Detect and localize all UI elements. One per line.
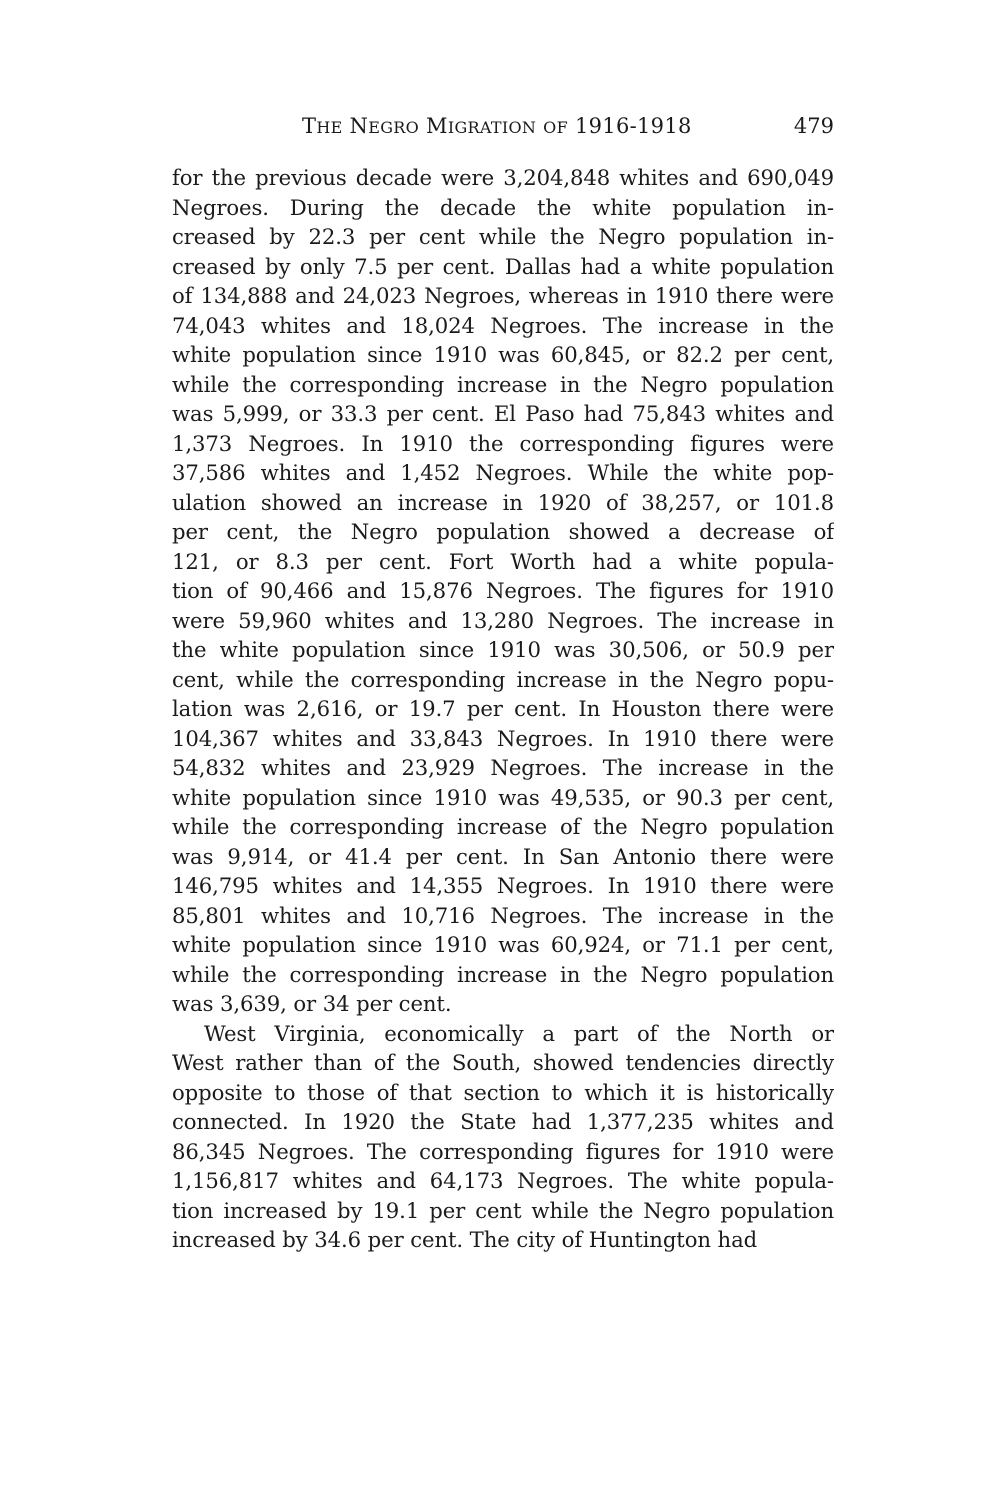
title-word: OF — [543, 118, 568, 137]
text-line: connected. In 1920 the State had 1,377,235 whites and — [172, 1109, 834, 1134]
text-line: 1,156,817 whites and 64,173 Negroes. The white popula- — [172, 1168, 834, 1193]
title-word: NEGRO — [349, 114, 420, 138]
text-line: of 134,888 and 24,023 Negroes, whereas in 1910 there were — [172, 283, 834, 308]
text-line: 1,373 Negroes. In 1910 the corresponding figures were — [172, 430, 834, 456]
text-line: 121, or 8.3 per cent. Fort Worth had a white popula- — [172, 548, 834, 574]
text-line: 146,795 whites and 14,355 Negroes. In 1910 there were — [172, 873, 834, 898]
text-line: was 9,914, or 41.4 per cent. In San Antonio there were — [172, 843, 834, 869]
text-line: 86,345 Negroes. The corresponding figures for 1910 were — [172, 1138, 834, 1164]
text-line: 74,043 whites and 18,024 Negroes. The increase in the — [172, 312, 834, 338]
page-number: 479 — [793, 114, 834, 138]
title-word: MIGRATION — [426, 114, 537, 138]
text-line: was 5,999, or 33.3 per cent. El Paso had 75,843 whites and — [172, 401, 834, 426]
text-line: were 59,960 whites and 13,280 Negroes. The increase in — [172, 607, 834, 633]
title-years: 1916-1918 — [574, 114, 692, 138]
text-line: 104,367 whites and 33,843 Negroes. In 1910 there were — [172, 725, 834, 751]
text-line: opposite to those of that section to which it is historically — [172, 1079, 834, 1105]
text-line: ulation showed an increase in 1920 of 38,257, or 101.8 — [172, 489, 834, 515]
text-line: tion of 90,466 and 15,876 Negroes. The figures for 1910 — [172, 578, 834, 603]
text-line: West Virginia, economically a part of the North or — [204, 1020, 834, 1046]
text-line: West rather than of the South, showed tendencies directly — [172, 1050, 834, 1075]
text-line: increased by 34.6 per cent. The city of Huntington had — [172, 1227, 758, 1252]
body-text — [172, 163, 834, 1255]
title-word: THE — [302, 114, 343, 138]
text-line: tion increased by 19.1 per cent while the Negro population — [172, 1197, 834, 1223]
running-title — [302, 110, 692, 144]
text-line: while the corresponding increase in the Negro population — [172, 371, 834, 397]
text-line: white population since 1910 was 60,845, or 82.2 per cent, — [172, 342, 834, 367]
text-line: white population since 1910 was 60,924, or 71.1 per cent, — [172, 932, 834, 957]
text-line: creased by 22.3 per cent while the Negro population in- — [172, 224, 834, 249]
text-line: white population since 1910 was 49,535, or 90.3 per cent, — [172, 784, 834, 810]
text-line: Negroes. During the decade the white population in- — [172, 194, 834, 220]
text-line: the white population since 1910 was 30,506, or 50.9 per — [172, 637, 834, 662]
text-line: 54,832 whites and 23,929 Negroes. The increase in the — [172, 755, 834, 780]
text-line: cent, while the corresponding increase in the Negro popu- — [172, 666, 834, 692]
running-head — [172, 110, 834, 142]
text-line: lation was 2,616, or 19.7 per cent. In Houston there were — [172, 696, 834, 721]
paragraph — [172, 163, 834, 1019]
text-line: was 3,639, or 34 per cent. — [172, 991, 452, 1016]
text-line: 85,801 whites and 10,716 Negroes. The increase in the — [172, 902, 834, 928]
text-line: creased by only 7.5 per cent. Dallas had a white population — [172, 253, 834, 279]
paragraph — [172, 1019, 834, 1255]
text-line: per cent, the Negro population showed a decrease of — [172, 519, 834, 544]
text-line: while the corresponding increase of the Negro population — [172, 814, 834, 839]
text-line: 37,586 whites and 1,452 Negroes. While the white pop- — [172, 460, 834, 485]
text-line: while the corresponding increase in the Negro population — [172, 961, 834, 987]
text-line: for the previous decade were 3,204,848 whites and 690,049 — [172, 165, 834, 190]
